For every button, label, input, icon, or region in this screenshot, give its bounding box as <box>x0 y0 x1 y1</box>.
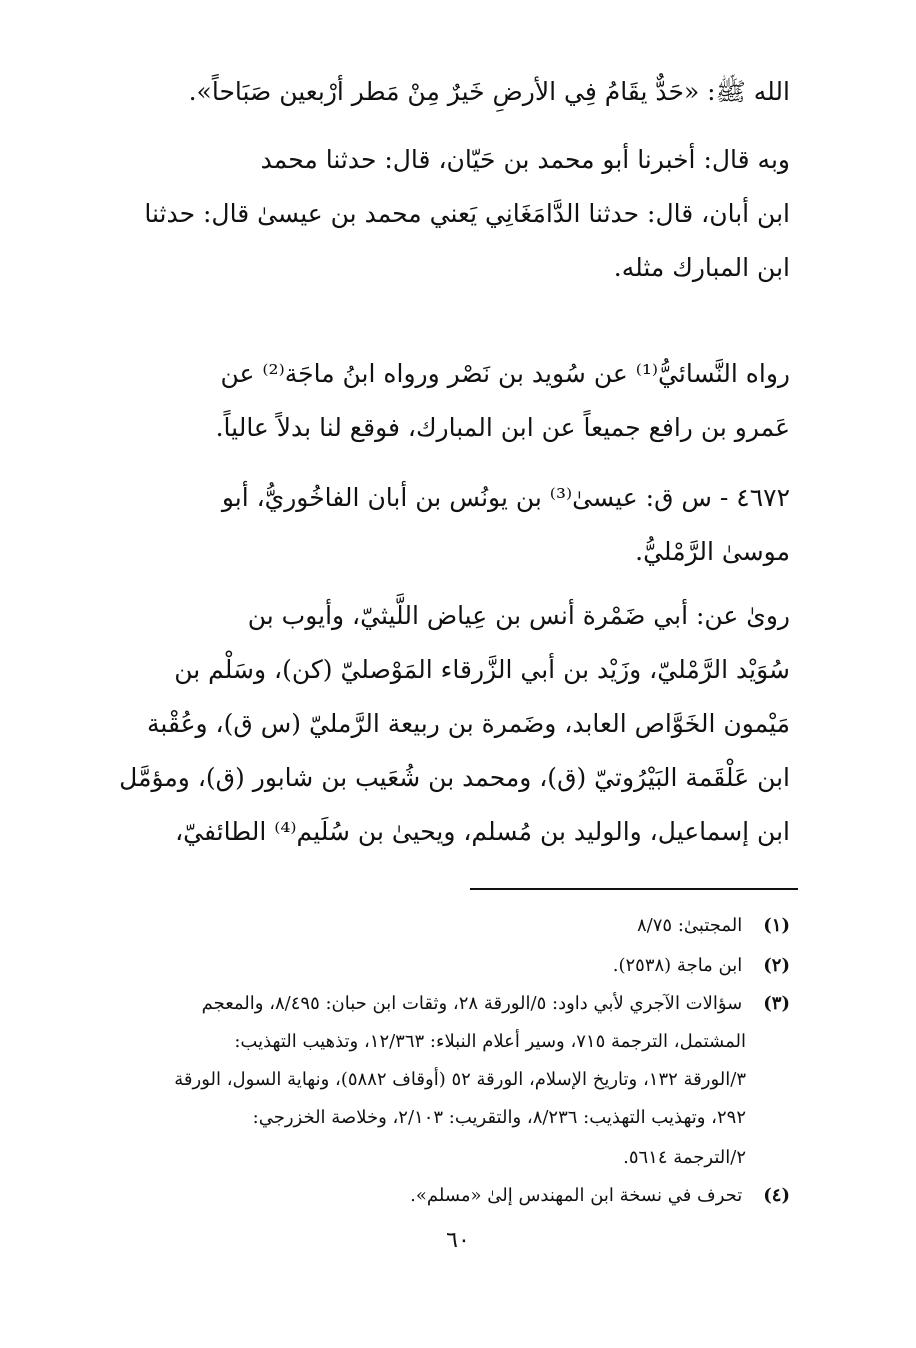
footnote-number: (٢) <box>763 955 790 976</box>
footnote-text: سؤالات الآجري لأبي داود: ٥/الورقة ٢٨، وثقات ابن حبان: ٨/٤٩٥، والمعجم <box>201 993 743 1014</box>
text-line: مَيْمون الخَوَّاص العابد، وضَمرة بن ربيعة الرَّمليّ (س ق)، وعُقْبة <box>147 709 790 738</box>
text-line: ابن المبارك مثله. <box>613 253 790 282</box>
footnote-3 <box>96 988 790 1020</box>
text-line: ابن عَلْقَمة البَيْرُوتيّ (ق)، ومحمد بن شُعَيب بن شابور (ق)، ومؤمَّل <box>119 763 790 792</box>
footnote-number: (١) <box>763 915 790 936</box>
footnote-3-cont: ٣/الورقة ١٣٢، وتاريخ الإسلام، الورقة ٥٢ (أوقاف ٥٨٨٢)، ونهاية السول، الورقة <box>174 1069 746 1090</box>
footnote-text: المجتبىٰ: ٨/٧٥ <box>637 915 743 936</box>
text-line: وبه قال: أخبرنا أبو محمد بن حَيّان، قال: حدثنا محمد <box>260 145 790 174</box>
text-line: ابن إسماعيل، والوليد بن مُسلم، ويحيىٰ بن سُلَيم⁽⁴⁾ الطائفيّ، <box>175 817 790 846</box>
text-line: سُوَيْد الرَّمْليّ، وزَيْد بن أبي الزَّرقاء المَوْصليّ (كن)، وسَلْم بن <box>174 655 790 684</box>
footnote-text: ابن ماجة (٢٥٣٨). <box>612 955 743 976</box>
text-line: عَمرو بن رافع جميعاً عن ابن المبارك، فوقع لنا بدلاً عالياً. <box>215 413 790 442</box>
narrators-line: روىٰ عن: أبي ضَمْرة أنس بن عِياض اللَّيثيّ، وأيوب بن <box>247 601 790 630</box>
page-number: ٦٠ <box>446 1228 470 1253</box>
footnote-2 <box>96 950 790 982</box>
footnote-number: (٤) <box>763 1185 790 1206</box>
text-line: الله ﷺ: «حَدٌّ يقَامُ فِي الأرضِ خَيرٌ مِنْ مَطر أرْبعين صَبَاحاً». <box>188 77 790 106</box>
text-line: موسىٰ الرَّمْليُّ. <box>635 537 790 566</box>
footnote-4 <box>96 1180 790 1212</box>
entry-heading-line: ٤٦٧٢ - س ق: عيسىٰ⁽³⁾ بن يونُس بن أبان الفاخُوريُّ، أبو <box>221 483 790 512</box>
text-line: ابن أبان، قال: حدثنا الدَّامَغَانِي يَعني محمد بن عيسىٰ قال: حدثنا <box>144 199 790 228</box>
footnote-3-cont: ٢٩٢، وتهذيب التهذيب: ٨/٢٣٦، والتقريب: ٢/١٠٣، وخلاصة الخزرجي: <box>252 1107 746 1128</box>
text-line: رواه النَّسائيُّ⁽¹⁾ عن سُويد بن نَصْر ورواه ابنُ ماجَة⁽²⁾ عن <box>220 359 790 388</box>
footnote-separator <box>470 888 798 890</box>
footnote-text: تحرف في نسخة ابن المهندس إلىٰ «مسلم». <box>410 1185 743 1206</box>
footnote-number: (٣) <box>763 993 790 1014</box>
footnote-3-cont: المشتمل، الترجمة ٧١٥، وسير أعلام النبلاء: ١٢/٣٦٣، وتذهيب التهذيب: <box>234 1031 746 1052</box>
footnote-1 <box>96 910 790 942</box>
footnote-3-cont: ٢/الترجمة ٥٦١٤. <box>623 1147 746 1168</box>
